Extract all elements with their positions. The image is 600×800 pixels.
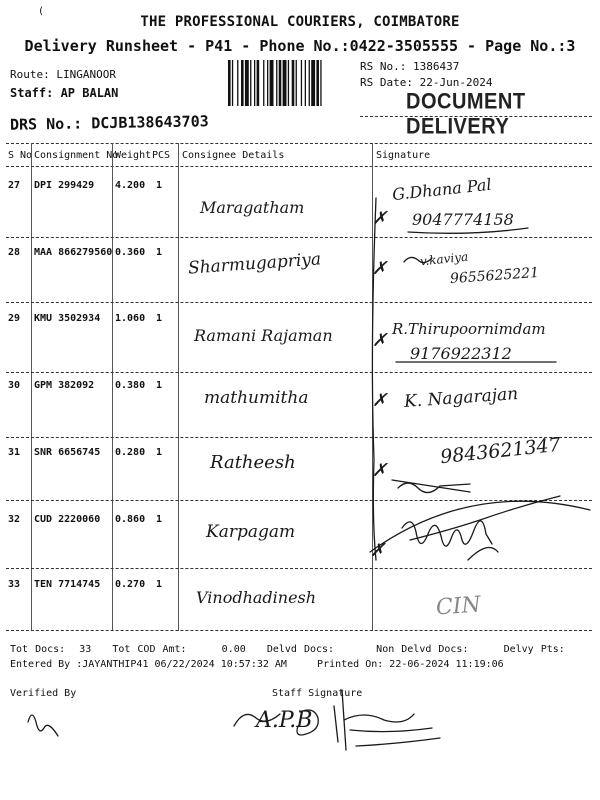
row-consignee: Karpagam (206, 522, 296, 542)
row-pcs: 1 (156, 313, 163, 324)
rs-date: RS Date: 22-Jun-2024 (360, 76, 493, 89)
row-consignee: Vinodhadinesh (196, 588, 317, 607)
row-pcs: 1 (156, 180, 163, 191)
row-pcs: 1 (156, 514, 163, 525)
col-header-sno: S No (8, 150, 33, 161)
row-phone: 9843621347 (439, 433, 562, 469)
x-mark: ✗ (372, 460, 388, 481)
row-sno: 31 (8, 447, 21, 458)
drs-number: DRS No.: DCJB138643703 (9, 112, 209, 134)
x-mark: ✗ (372, 330, 388, 351)
row-consignee: Ratheesh (210, 452, 296, 473)
staff-handwritten-signature: A.P.B (256, 708, 313, 733)
row-phone: 9047774158 (412, 210, 514, 229)
row-consignment: SNR 6656745 (34, 447, 101, 458)
row-weight: 4.200 (115, 180, 146, 191)
row-signature: CIN (435, 592, 482, 621)
row-consignment: DPI 299429 (34, 180, 95, 191)
row-signature: v.kaviya (419, 249, 469, 269)
row-consignee: Maragatham (200, 198, 305, 217)
row-signature: K. Nagarajan (403, 384, 519, 412)
row-consignment: GPM 382092 (34, 380, 95, 391)
row-sno: 33 (8, 579, 21, 590)
col-header-weight: Weight (115, 150, 152, 161)
left-edge-mark: ( (38, 6, 45, 17)
staff-label: Staff: AP BALAN (10, 86, 119, 100)
row-consignee: Sharmugapriya (187, 249, 322, 279)
row-sno: 28 (8, 247, 21, 258)
row-weight: 0.360 (115, 247, 146, 258)
row-signature: R.Thirupoornimdam (392, 320, 546, 338)
entered-by-line: Entered By :JAYANTHIP41 06/22/2024 10:57:32 AM Printed On: 22-06-2024 11:19:06 (10, 659, 504, 670)
x-mark: ✗ (370, 540, 386, 561)
row-phone: 9655625221 (449, 264, 540, 288)
row-consignment: CUD 2220060 (34, 514, 101, 525)
row-weight: 0.280 (115, 447, 146, 458)
row-pcs: 1 (156, 380, 163, 391)
route-label: Route: LINGANOOR (10, 68, 116, 81)
row-weight: 0.860 (115, 514, 146, 525)
row-consignee: mathumitha (204, 388, 309, 408)
x-mark: ✗ (372, 208, 388, 229)
row-pcs: 1 (156, 447, 163, 458)
row-sno: 29 (8, 313, 21, 324)
row-sno: 32 (8, 514, 21, 525)
document-delivery-stamp: DOCUMENT DELIVERY (406, 89, 526, 140)
row-weight: 0.270 (115, 579, 146, 590)
row-consignment: TEN 7714745 (34, 579, 101, 590)
verified-by-label: Verified By (10, 688, 77, 699)
row-weight: 1.060 (115, 313, 146, 324)
row-phone: 9176922312 (410, 344, 512, 363)
x-mark: ✗ (372, 258, 388, 279)
row-sno: 30 (8, 380, 21, 391)
row-sno: 27 (8, 180, 21, 191)
col-header-signature: Signature (376, 150, 431, 161)
col-header-pcs: PCS (152, 150, 171, 161)
row-weight: 0.380 (115, 380, 146, 391)
runsheet-title: Delivery Runsheet - P41 - Phone No.:0422-3505555 - Page No.:3 (24, 37, 576, 55)
row-consignment: MAA 866279560 (34, 247, 113, 258)
col-header-consignment: Consignment No (34, 150, 119, 161)
row-pcs: 1 (156, 579, 163, 590)
row-consignee: Ramani Rajaman (194, 326, 333, 345)
row-signature: G.Dhana Pal (391, 174, 493, 205)
row-consignment: KMU 3502934 (34, 313, 101, 324)
company-title: THE PROFESSIONAL COURIERS, COIMBATORE (140, 14, 460, 30)
x-mark: ✗ (372, 390, 388, 411)
col-header-consignee: Consignee Details (182, 150, 285, 161)
totals-summary: Tot Docs: 33 Tot COD Amt: 0.00 Delvd Docs: Non Delvd Docs: Delvy Pts: (10, 644, 565, 655)
row-pcs: 1 (156, 247, 163, 258)
staff-signature-label: Staff Signature (272, 688, 363, 699)
rs-number: RS No.: 1386437 (360, 60, 460, 73)
